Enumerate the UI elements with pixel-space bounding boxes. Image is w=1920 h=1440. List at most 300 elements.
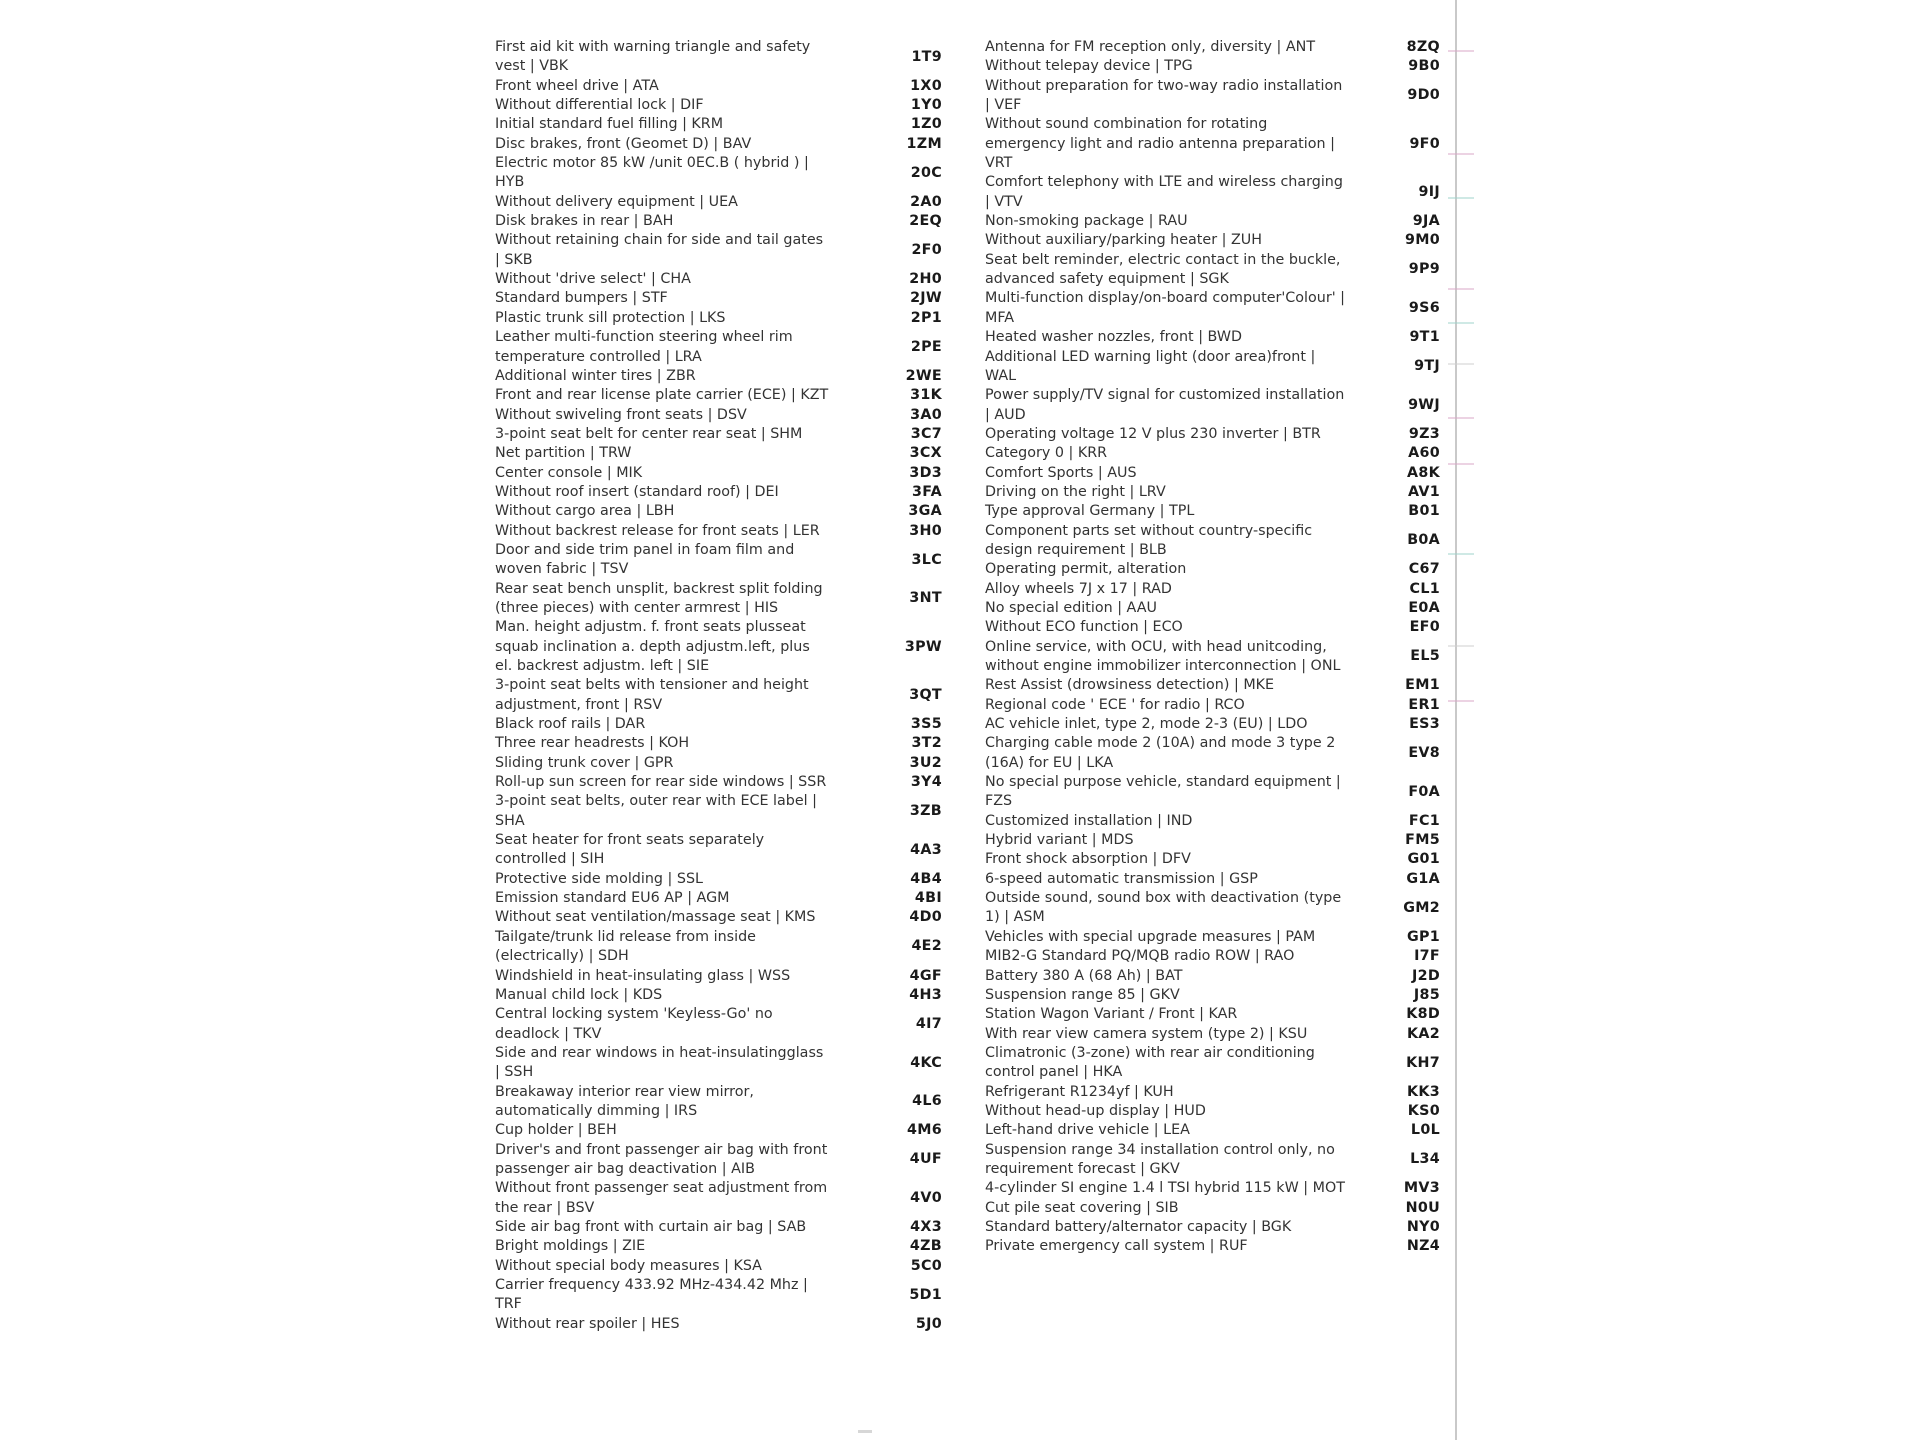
row-code: 4ZB xyxy=(909,1238,942,1255)
scan-artifact xyxy=(858,1430,872,1433)
row-description: Three rear headrests | KOH xyxy=(495,735,690,752)
table-row xyxy=(495,270,942,289)
row-code: 3FA xyxy=(911,483,942,500)
row-code: 2JW xyxy=(910,290,942,307)
row-code: F0A xyxy=(1408,783,1440,800)
table-row xyxy=(495,986,942,1005)
row-description: Side and rear windows in heat-insulatingglass | SSH xyxy=(495,1044,824,1081)
row-code: 1ZM xyxy=(906,135,942,152)
table-row xyxy=(495,734,942,753)
table-row xyxy=(495,38,942,77)
row-code: 4D0 xyxy=(909,909,942,926)
table-row xyxy=(985,638,1440,677)
row-description: AC vehicle inlet, type 2, mode 2-3 (EU) | LDO xyxy=(985,716,1308,733)
row-code: 5C0 xyxy=(910,1257,942,1274)
row-description: Suspension range 85 | GKV xyxy=(985,986,1180,1003)
row-description: Battery 380 A (68 Ah) | BAT xyxy=(985,967,1183,984)
table-row xyxy=(495,754,942,773)
table-row xyxy=(985,522,1440,561)
divider-tick xyxy=(1448,288,1474,290)
row-code: K8D xyxy=(1406,1006,1440,1023)
table-row xyxy=(985,967,1440,986)
row-code: 1Y0 xyxy=(910,97,942,114)
table-row xyxy=(495,1257,942,1276)
row-code: 3LC xyxy=(911,551,942,568)
row-code: 2H0 xyxy=(909,271,942,288)
row-description: No special purpose vehicle, standard equipment | FZS xyxy=(985,774,1341,810)
row-code: 2A0 xyxy=(910,193,942,210)
table-row xyxy=(495,115,942,134)
row-description: Component parts set without country-specific design requirement | BLB xyxy=(985,522,1313,558)
table-row xyxy=(985,1199,1440,1218)
table-row xyxy=(495,1237,942,1256)
table-row xyxy=(985,483,1440,502)
row-code: MV3 xyxy=(1403,1180,1440,1197)
table-row xyxy=(985,444,1440,463)
row-code: 3NT xyxy=(909,590,942,607)
row-code: 3QT xyxy=(909,687,942,704)
table-row xyxy=(985,870,1440,889)
row-description: 3-point seat belts with tensioner and height adjustment, front | RSV xyxy=(495,677,809,713)
table-row xyxy=(495,580,942,619)
row-code: B0A xyxy=(1407,532,1440,549)
table-row xyxy=(495,464,942,483)
row-code: 1X0 xyxy=(910,77,942,94)
table-row xyxy=(985,289,1440,328)
divider-tick xyxy=(1448,153,1474,155)
table-row xyxy=(495,618,942,676)
row-code: 4I7 xyxy=(915,1015,942,1032)
table-row xyxy=(495,96,942,115)
row-description: First aid kit with warning triangle and safety vest | VBK xyxy=(495,39,811,75)
row-code: 3H0 xyxy=(909,522,942,539)
table-row xyxy=(495,908,942,927)
row-code: 4KC xyxy=(910,1054,942,1071)
table-row xyxy=(495,135,942,154)
table-row xyxy=(985,425,1440,444)
row-code: N0U xyxy=(1405,1199,1440,1216)
row-code: A60 xyxy=(1408,445,1440,462)
table-row xyxy=(985,696,1440,715)
table-row xyxy=(985,889,1440,928)
row-code: 4BI xyxy=(914,890,942,907)
row-code: 20C xyxy=(910,164,942,181)
row-code: 9S6 xyxy=(1408,300,1440,317)
table-row xyxy=(495,444,942,463)
row-description: Disk brakes in rear | BAH xyxy=(495,213,674,230)
table-row xyxy=(985,928,1440,947)
row-description: Without telepay device | TPG xyxy=(985,58,1193,75)
equipment-table-right xyxy=(985,38,1440,1257)
table-row xyxy=(985,212,1440,231)
table-row xyxy=(495,1276,942,1315)
row-description: Bright moldings | ZIE xyxy=(495,1238,646,1255)
row-description: Without preparation for two-way radio installation | VEF xyxy=(985,77,1343,114)
row-code: 9P9 xyxy=(1408,261,1440,278)
table-row xyxy=(985,812,1440,831)
row-description: Front wheel drive | ATA xyxy=(495,77,659,94)
row-code: 9Z3 xyxy=(1408,425,1440,442)
table-row xyxy=(495,522,942,541)
table-row xyxy=(495,1044,942,1083)
row-description: Standard battery/alternator capacity | BGK xyxy=(985,1218,1292,1235)
row-description: 3-point seat belts, outer rear with ECE label | SHA xyxy=(495,793,817,829)
row-description: Non-smoking package | RAU xyxy=(985,213,1188,230)
row-code: 3CX xyxy=(909,445,942,462)
row-code: 4GF xyxy=(909,967,942,984)
row-description: No special edition | AAU xyxy=(985,599,1157,616)
row-code: 4A3 xyxy=(910,841,942,858)
row-description: Additional winter tires | ZBR xyxy=(495,367,696,384)
table-row xyxy=(495,889,942,908)
row-description: Without cargo area | LBH xyxy=(495,503,675,520)
table-row xyxy=(495,502,942,521)
row-description: Station Wagon Variant / Front | KAR xyxy=(985,1006,1238,1023)
row-code: 4H3 xyxy=(909,986,942,1003)
row-code: 9JA xyxy=(1412,213,1440,230)
row-description: Seat belt reminder, electric contact in the buckle, advanced safety equipment | SGK xyxy=(985,251,1341,288)
row-description: Initial standard fuel filling | KRM xyxy=(495,116,724,133)
table-row xyxy=(985,773,1440,812)
row-description: Without ECO function | ECO xyxy=(985,619,1183,636)
table-row xyxy=(985,1005,1440,1024)
divider-tick xyxy=(1448,553,1474,555)
row-code: 1T9 xyxy=(911,48,942,65)
row-description: Alloy wheels 7J x 17 | RAD xyxy=(985,580,1172,597)
table-row xyxy=(495,928,942,967)
table-row xyxy=(495,715,942,734)
row-description: Charging cable mode 2 (10A) and mode 3 type 2 (16A) for EU | LKA xyxy=(985,735,1336,771)
row-description: Sliding trunk cover | GPR xyxy=(495,754,674,771)
table-row xyxy=(495,406,942,425)
table-row xyxy=(495,309,942,328)
table-row xyxy=(495,1121,942,1140)
row-description: Type approval Germany | TPL xyxy=(985,503,1195,520)
row-description: Manual child lock | KDS xyxy=(495,986,663,1003)
row-code: 4X3 xyxy=(910,1218,942,1235)
row-description: Suspension range 34 installation control only, no requirement forecast | GKV xyxy=(985,1141,1335,1177)
row-description: Net partition | TRW xyxy=(495,445,632,462)
row-code: 9B0 xyxy=(1408,58,1440,75)
row-description: Man. height adjustm. f. front seats plusseat squab inclination a. depth adjustm.left, plus el. backrest adjustm. left | SIE xyxy=(495,619,810,674)
row-code: KH7 xyxy=(1406,1054,1440,1071)
row-code: 3ZB xyxy=(909,803,942,820)
row-code: EM1 xyxy=(1405,677,1440,694)
table-row xyxy=(985,1237,1440,1256)
row-description: Without swiveling front seats | DSV xyxy=(495,406,747,423)
row-description: Without delivery equipment | UEA xyxy=(495,193,738,210)
table-row xyxy=(495,676,942,715)
row-code: A8K xyxy=(1407,464,1440,481)
row-code: EV8 xyxy=(1408,745,1440,762)
row-code: FC1 xyxy=(1408,812,1440,829)
row-description: Black roof rails | DAR xyxy=(495,716,646,733)
table-row xyxy=(985,348,1440,387)
row-description: Without sound combination for rotating emergency light and radio antenna preparation | VRT xyxy=(985,116,1335,172)
row-code: 4L6 xyxy=(912,1093,942,1110)
row-description: Door and side trim panel in foam film and woven fabric | TSV xyxy=(495,541,795,578)
row-code: 3S5 xyxy=(910,716,942,733)
table-row xyxy=(495,1315,942,1334)
row-description: Protective side molding | SSL xyxy=(495,870,704,887)
row-description: Without head-up display | HUD xyxy=(985,1102,1206,1119)
row-code: 9T1 xyxy=(1409,329,1440,346)
table-row xyxy=(985,580,1440,599)
table-row xyxy=(495,367,942,386)
row-description: Climatronic (3-zone) with rear air conditioning control panel | HKA xyxy=(985,1044,1315,1081)
table-row xyxy=(495,792,942,831)
table-row xyxy=(495,231,942,270)
equipment-table-left xyxy=(495,38,942,1334)
table-row xyxy=(985,173,1440,212)
table-row xyxy=(985,986,1440,1005)
row-code: 3T2 xyxy=(911,735,942,752)
row-code: 8ZQ xyxy=(1406,39,1440,55)
table-row xyxy=(985,231,1440,250)
row-description: 3-point seat belt for center rear seat | SHM xyxy=(495,425,803,442)
table-row xyxy=(495,967,942,986)
row-code: J2D xyxy=(1411,967,1440,984)
row-description: Cup holder | BEH xyxy=(495,1122,617,1139)
table-row xyxy=(985,599,1440,618)
table-row xyxy=(985,618,1440,637)
table-row xyxy=(495,328,942,367)
row-description: Regional code ' ECE ' for radio | RCO xyxy=(985,696,1245,713)
table-row xyxy=(985,850,1440,869)
divider-tick xyxy=(1448,645,1474,647)
row-description: Comfort Sports | AUS xyxy=(985,464,1137,481)
row-description: Online service, with OCU, with head unitcoding, without engine immobilizer interconnection | ONL xyxy=(985,638,1341,674)
row-description: Side air bag front with curtain air bag | SAB xyxy=(495,1218,807,1235)
row-code: 3U2 xyxy=(909,754,942,771)
row-description: Private emergency call system | RUF xyxy=(985,1238,1248,1255)
row-code: KS0 xyxy=(1407,1102,1440,1119)
row-code: CL1 xyxy=(1409,580,1440,597)
row-description: Seat heater for front seats separately controlled | SIH xyxy=(495,832,765,868)
table-row xyxy=(985,560,1440,579)
table-row xyxy=(985,57,1440,76)
row-description: Operating permit, alteration xyxy=(985,561,1187,578)
row-description: Carrier frequency 433.92 MHz-434.42 Mhz | TRF xyxy=(495,1277,808,1313)
table-row xyxy=(985,1121,1440,1140)
row-description: Roll-up sun screen for rear side windows | SSR xyxy=(495,774,827,791)
row-code: I7F xyxy=(1414,948,1440,965)
row-code: KA2 xyxy=(1407,1025,1440,1042)
row-code: 4B4 xyxy=(910,870,942,887)
row-description: Without roof insert (standard roof) | DEI xyxy=(495,483,779,500)
row-description: Heated washer nozzles, front | BWD xyxy=(985,329,1242,346)
divider-tick xyxy=(1448,463,1474,465)
table-row xyxy=(985,1179,1440,1198)
row-description: Outside sound, sound box with deactivation (type 1) | ASM xyxy=(985,890,1342,926)
divider-tick xyxy=(1448,417,1474,419)
table-row xyxy=(985,464,1440,483)
row-description: Center console | MIK xyxy=(495,464,643,481)
row-description: Cut pile seat covering | SIB xyxy=(985,1199,1179,1216)
row-description: Breakaway interior rear view mirror, automatically dimming | IRS xyxy=(495,1083,754,1119)
divider-tick xyxy=(1448,322,1474,324)
row-code: L0L xyxy=(1410,1122,1440,1139)
row-code: E0A xyxy=(1408,599,1440,616)
row-code: 3GA xyxy=(908,503,942,520)
row-code: GM2 xyxy=(1403,899,1440,916)
row-code: 3D3 xyxy=(909,464,942,481)
row-description: Without 'drive select' | CHA xyxy=(495,271,691,288)
row-code: 5D1 xyxy=(909,1286,942,1303)
row-code: 2WE xyxy=(905,367,942,384)
table-row xyxy=(495,773,942,792)
row-code: EF0 xyxy=(1409,619,1440,636)
table-row xyxy=(495,870,942,889)
row-description: Operating voltage 12 V plus 230 inverter | BTR xyxy=(985,425,1321,442)
row-code: 3PW xyxy=(904,638,942,655)
row-code: 31K xyxy=(910,387,942,404)
row-code: 9WJ xyxy=(1408,396,1440,413)
row-description: Tailgate/trunk lid release from inside (electrically) | SDH xyxy=(495,928,756,965)
row-description: Without auxiliary/parking heater | ZUH xyxy=(985,232,1262,249)
table-row xyxy=(495,541,942,580)
row-description: Central locking system 'Keyless-Go' no deadlock | TKV xyxy=(495,1006,773,1042)
table-row xyxy=(985,502,1440,521)
row-description: Driving on the right | LRV xyxy=(985,483,1166,500)
row-code: L34 xyxy=(1410,1151,1440,1168)
row-code: C67 xyxy=(1408,561,1440,578)
row-description: Antenna for FM reception only, diversity | ANT xyxy=(985,39,1316,55)
row-description: Customized installation | IND xyxy=(985,812,1193,829)
row-description: Additional LED warning light (door area)front | WAL xyxy=(985,348,1316,384)
row-code: 9IJ xyxy=(1418,184,1440,201)
table-row xyxy=(985,38,1440,57)
table-row xyxy=(985,676,1440,695)
table-row xyxy=(985,947,1440,966)
table-row xyxy=(985,115,1440,173)
row-description: MIB2-G Standard PQ/MQB radio ROW | RAO xyxy=(985,948,1295,965)
divider-tick xyxy=(1448,363,1474,365)
divider-tick xyxy=(1448,50,1474,52)
row-description: Hybrid variant | MDS xyxy=(985,832,1134,849)
row-code: 9D0 xyxy=(1407,87,1440,104)
table-row xyxy=(985,1141,1440,1180)
row-description: Without differential lock | DIF xyxy=(495,97,704,114)
table-row xyxy=(495,831,942,870)
row-code: G1A xyxy=(1406,870,1440,887)
divider-tick xyxy=(1448,700,1474,702)
row-description: Disc brakes, front (Geomet D) | BAV xyxy=(495,135,752,152)
row-code: NY0 xyxy=(1406,1218,1440,1235)
row-code: 9TJ xyxy=(1414,358,1440,375)
row-code: 3Y4 xyxy=(910,774,942,791)
row-description: Without backrest release for front seats | LER xyxy=(495,522,820,539)
table-row xyxy=(985,328,1440,347)
row-code: NZ4 xyxy=(1406,1238,1440,1255)
row-code: B01 xyxy=(1408,503,1440,520)
row-description: Category 0 | KRR xyxy=(985,445,1108,462)
row-code: 2PE xyxy=(910,338,942,355)
row-code: 2EQ xyxy=(909,213,942,230)
row-description: Without front passenger seat adjustment from the rear | BSV xyxy=(495,1180,828,1216)
row-code: EL5 xyxy=(1410,648,1440,665)
table-row xyxy=(495,1179,942,1218)
table-row xyxy=(495,212,942,231)
row-description: Without rear spoiler | HES xyxy=(495,1315,680,1332)
row-code: 2F0 xyxy=(911,242,942,259)
row-code: 4E2 xyxy=(911,938,942,955)
table-row xyxy=(495,1141,942,1180)
table-row xyxy=(495,1083,942,1122)
row-code: 3C7 xyxy=(910,425,942,442)
row-code: 4UF xyxy=(909,1151,942,1168)
table-row xyxy=(495,386,942,405)
row-code: 3A0 xyxy=(910,406,942,423)
row-code: 9F0 xyxy=(1409,135,1440,152)
table-row xyxy=(985,1044,1440,1083)
row-code: FM5 xyxy=(1405,832,1440,849)
row-code: 4V0 xyxy=(910,1189,942,1206)
row-code: GP1 xyxy=(1406,928,1440,945)
row-code: J85 xyxy=(1413,986,1440,1003)
row-code: AV1 xyxy=(1407,483,1440,500)
table-row xyxy=(985,386,1440,425)
row-description: Emission standard EU6 AP | AGM xyxy=(495,890,730,907)
table-row xyxy=(495,483,942,502)
row-description: Rear seat bench unsplit, backrest split folding (three pieces) with center armrest | HIS xyxy=(495,580,823,616)
table-row xyxy=(985,1083,1440,1102)
row-code: 2P1 xyxy=(910,309,942,326)
row-description: Standard bumpers | STF xyxy=(495,290,668,307)
row-description: Windshield in heat-insulating glass | WSS xyxy=(495,967,791,984)
row-description: Left-hand drive vehicle | LEA xyxy=(985,1122,1190,1139)
table-row xyxy=(495,193,942,212)
row-code: ES3 xyxy=(1409,716,1440,733)
table-row xyxy=(985,831,1440,850)
table-row xyxy=(495,1218,942,1237)
table-row xyxy=(985,715,1440,734)
row-description: With rear view camera system (type 2) | KSU xyxy=(985,1025,1308,1042)
row-code: 5J0 xyxy=(915,1315,942,1332)
divider-tick xyxy=(1448,197,1474,199)
table-row xyxy=(495,1005,942,1044)
row-description: Front and rear license plate carrier (ECE) | KZT xyxy=(495,387,829,404)
table-row xyxy=(985,251,1440,290)
row-description: Leather multi-function steering wheel rim temperature controlled | LRA xyxy=(495,329,793,365)
row-description: Without special body measures | KSA xyxy=(495,1257,762,1274)
row-description: Front shock absorption | DFV xyxy=(985,851,1191,868)
row-description: 6-speed automatic transmission | GSP xyxy=(985,870,1258,887)
row-code: 4M6 xyxy=(906,1122,942,1139)
row-description: Vehicles with special upgrade measures | PAM xyxy=(985,928,1316,945)
page-divider-line xyxy=(1455,0,1457,1440)
row-description: 4-cylinder SI engine 1.4 l TSI hybrid 115 kW | MOT xyxy=(985,1180,1345,1197)
table-row xyxy=(495,77,942,96)
row-description: Multi-function display/on-board computer'Colour' | MFA xyxy=(985,290,1345,326)
table-row xyxy=(495,425,942,444)
row-description: Without seat ventilation/massage seat | KMS xyxy=(495,909,816,926)
row-code: G01 xyxy=(1407,851,1440,868)
table-row xyxy=(985,1102,1440,1121)
row-description: Power supply/TV signal for customized installation | AUD xyxy=(985,387,1345,423)
row-code: 1Z0 xyxy=(910,116,942,133)
table-row xyxy=(985,734,1440,773)
row-code: ER1 xyxy=(1408,696,1440,713)
row-description: Rest Assist (drowsiness detection) | MKE xyxy=(985,677,1275,694)
row-code: 9M0 xyxy=(1404,232,1440,249)
row-description: Plastic trunk sill protection | LKS xyxy=(495,309,726,326)
row-description: Electric motor 85 kW /unit 0EC.B ( hybrid ) | HYB xyxy=(495,155,809,191)
row-code: KK3 xyxy=(1406,1083,1440,1100)
row-description: Refrigerant R1234yf | KUH xyxy=(985,1083,1174,1100)
row-description: Driver's and front passenger air bag with front passenger air bag deactivation | AIB xyxy=(495,1141,828,1177)
row-description: Without retaining chain for side and tail gates | SKB xyxy=(495,232,824,268)
